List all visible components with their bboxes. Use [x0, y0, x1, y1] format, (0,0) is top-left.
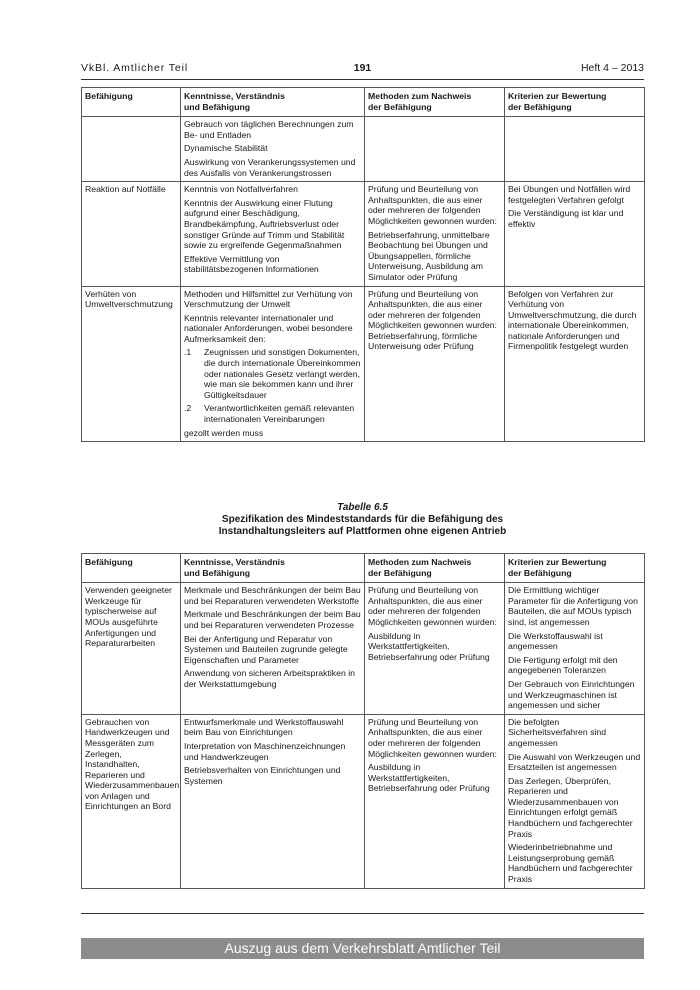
- list-number: .1: [184, 347, 192, 358]
- column-header: Kriterien zur Bewertung der Befähigung: [505, 88, 645, 117]
- column-header: Kenntnisse, Verständnis und Befähigung: [181, 88, 365, 117]
- header-rule: [81, 79, 644, 80]
- table-header-row: [82, 88, 645, 117]
- cell-paragraph: Kenntnis der Auswirkung einer Flutung aufgrund einer Beschädigung, Brandbekämpfung, Auftriebsverlust oder sonstiger Gründe auf Trimm und Stabilität sowie zu ergreifende Gegenmaßnahmen: [184, 197, 345, 251]
- cell-paragraph: Verhüten von Umweltverschmutzung: [85, 288, 173, 310]
- cell-paragraph: Die Fertigung erfolgt mit den angegebenen Toleranzen: [508, 654, 618, 676]
- cell-paragraph: Ausbildung in Werkstattfertigkeiten, Betriebserfahrung oder Prüfung: [368, 762, 490, 794]
- cell-competence: [82, 286, 181, 442]
- column-header: Befähigung: [82, 554, 181, 583]
- cell-criteria: [505, 583, 645, 715]
- cell-criteria: [505, 714, 645, 888]
- cell-knowledge: [181, 182, 365, 286]
- table-row: [82, 182, 645, 286]
- list-text: Zeugnissen und sonstigen Dokumenten, die durch internationale Übereinkommen oder nationales Gesetz verlangt werden, wie man sie bekommen kann und ihrer Gültigkeitsdauer: [204, 347, 361, 400]
- cell-paragraph: Die Werkstoffauswahl ist angemessen: [508, 630, 603, 652]
- cell-paragraph: Reaktion auf Notfälle: [85, 184, 166, 195]
- cell-paragraph: Ausbildung in Werkstattfertigkeiten, Betriebserfahrung oder Prüfung: [368, 630, 490, 662]
- cell-paragraph: Prüfung und Beurteilung von Anhaltspunkten, die aus einer oder mehreren der folgenden Möglichkeiten gewonnen wurden:: [368, 716, 497, 759]
- cell-methods: [365, 714, 505, 888]
- cell-paragraph: Prüfung und Beurteilung von Anhaltspunkten, die aus einer oder mehreren der folgenden Möglichkeiten gewonnen wurden:: [368, 585, 497, 627]
- competence-table-1: [81, 87, 645, 442]
- column-header: Methoden zum Nachweis der Befähigung: [365, 554, 505, 583]
- page-number: 191: [353, 62, 372, 74]
- table-caption: [81, 502, 644, 538]
- table-row: [82, 286, 645, 442]
- cell-paragraph: Die befolgten Sicherheitsverfahren sind angemessen: [508, 716, 607, 748]
- cell-paragraph: Die Verständigung ist klar und effektiv: [508, 208, 624, 229]
- cell-paragraph: Merkmale und Beschränkungen der beim Bau und bei Reparaturen verwendeten Werkstoffe: [184, 585, 361, 606]
- cell-knowledge: [181, 714, 365, 888]
- cell-methods: [365, 286, 505, 442]
- cell-paragraph: Prüfung und Beurteilung von Anhaltspunkten, die aus einer oder mehreren der folgenden Möglichkeiten gewonnen wurden:: [368, 184, 497, 226]
- cell-paragraph: Prüfung und Beurteilung von Anhaltspunkten, die aus einer oder mehreren der folgenden Möglichkeiten gewonnen wurden: Betriebserfahrung, förmliche Unterweisung oder Prüfung: [368, 288, 497, 352]
- table-number: Tabelle 6.5: [337, 502, 388, 513]
- issue-label: Heft 4 – 2013: [580, 62, 644, 74]
- cell-competence: [82, 117, 181, 182]
- cell-paragraph: Kenntnis relevanter internationaler und nationaler Anforderungen, wobei besondere Aufmerksamkeit den:: [184, 312, 353, 344]
- cell-competence: [82, 714, 181, 888]
- table-header-row: [82, 554, 645, 583]
- cell-methods: [365, 117, 505, 182]
- column-header: Kenntnisse, Verständnis und Befähigung: [181, 554, 365, 583]
- table-title: Spezifikation des Mindeststandards für die Befähigung des Instandhaltungsleiters auf Plattformen ohne eigenen Antrieb: [218, 514, 507, 537]
- cell-paragraph: Verwenden geeigneter Werkzeuge für typischerweise auf MOUs ausgeführte Anfertigungen und Reparaturarbeiten: [85, 585, 172, 649]
- column-header: Methoden zum Nachweis der Befähigung: [365, 88, 505, 117]
- cell-paragraph: Befolgen von Verfahren zur Verhütung von Umweltverschmutzung, die durch internationale Übereinkommen, nationale Anforderungen und Firmenpolitik festgelegt wurden: [508, 288, 637, 352]
- column-header: Kriterien zur Bewertung der Befähigung: [505, 554, 645, 583]
- cell-paragraph: Bei Übungen und Notfällen wird festgelegten Verfahren gefolgt: [508, 184, 631, 205]
- journal-name: VkBl. Amtlicher Teil: [81, 62, 189, 74]
- cell-paragraph: Das Zerlegen, Überprüfen, Reparieren und Wiederzusammenbauen von Einrichtungen erfolgt gemäß Handbüchern und fachgerechter Praxis: [508, 775, 633, 839]
- list-number: .2: [184, 403, 192, 414]
- table-row: [82, 117, 645, 182]
- column-header: Befähigung: [82, 88, 181, 117]
- cell-paragraph: Gebrauchen von Handwerkzeugen und Messgeräten zum Zerlegen, Instandhalten, Reparieren und Wiederzusammenbauen von Anlagen und Einrichtungen an Bord: [85, 716, 180, 812]
- cell-paragraph: Effektive Vermittlung von stabilitätsbezogenen Informationen: [184, 253, 319, 275]
- cell-knowledge: [181, 583, 365, 715]
- cell-paragraph: Kenntnis von Notfallverfahren: [184, 184, 298, 195]
- cell-paragraph: Entwurfsmerkmale und Werkstoffauswahl beim Bau von Einrichtungen: [184, 716, 344, 738]
- footer-banner: Auszug aus dem Verkehrsblatt Amtlicher Teil: [81, 938, 644, 959]
- cell-paragraph: Die Ermittlung wichtiger Parameter für die Anfertigung von Bauteilen, die auf MOUs typisch sind, ist angemessen: [508, 585, 638, 627]
- cell-methods: [365, 182, 505, 286]
- bottom-rule: [81, 913, 644, 914]
- cell-paragraph: Merkmale und Beschränkungen der beim Bau und bei Reparaturen verwendeten Prozesse: [184, 609, 361, 630]
- list-item: [184, 403, 361, 424]
- cell-paragraph: Auswirkung von Verankerungssystemen und des Ausfalls von Verankerungstrossen: [184, 156, 356, 178]
- cell-knowledge: [181, 117, 365, 182]
- cell-paragraph: Gebrauch von täglichen Berechnungen zum Be- und Entladen: [184, 119, 354, 140]
- running-header: [81, 62, 644, 76]
- table-row: [82, 583, 645, 715]
- cell-criteria: [505, 182, 645, 286]
- cell-criteria: [505, 286, 645, 442]
- table-row: [82, 714, 645, 888]
- cell-paragraph: Interpretation von Maschinenzeichnungen und Handwerkzeugen: [184, 740, 346, 762]
- list-item: [184, 347, 361, 400]
- cell-knowledge: [181, 286, 365, 442]
- cell-paragraph: Bei der Anfertigung und Reparatur von Systemen und Bauteilen zugrunde gelegte Eigenschaften und Parameter: [184, 633, 348, 665]
- cell-paragraph: Dynamische Stabilität: [184, 143, 268, 154]
- cell-paragraph: Der Gebrauch von Einrichtungen und Werkzeugmaschinen ist angemessen und sicher: [508, 678, 635, 711]
- cell-competence: [82, 182, 181, 286]
- cell-paragraph: Anwendung von sicheren Arbeitspraktiken in der Werkstattumgebung: [184, 668, 355, 689]
- cell-paragraph: gezollt werden muss: [184, 427, 264, 438]
- cell-paragraph: Methoden und Hilfsmittel zur Verhütung von Verschmutzung der Umwelt: [184, 288, 353, 310]
- cell-paragraph: Die Auswahl von Werkzeugen und Ersatzteilen ist angemessen: [508, 751, 641, 773]
- cell-paragraph: Betriebsverhalten von Einrichtungen und Systemen: [184, 765, 341, 786]
- cell-paragraph: Betriebserfahrung, unmittelbare Beobachtung bei Übungen und Übungsappellen, förmliche Unterweisung, Ausbildung am Simulator oder Prüfung: [368, 229, 490, 282]
- list-text: Verantwortlichkeiten gemäß relevanten internationalen Vereinbarungen: [204, 403, 355, 425]
- cell-competence: [82, 583, 181, 715]
- cell-methods: [365, 583, 505, 715]
- competence-table-2: [81, 553, 645, 889]
- cell-paragraph: Wiederinbetriebnahme und Leistungserprobung gemäß Handbüchern und fachgerechter Praxis: [508, 842, 633, 885]
- cell-criteria: [505, 117, 645, 182]
